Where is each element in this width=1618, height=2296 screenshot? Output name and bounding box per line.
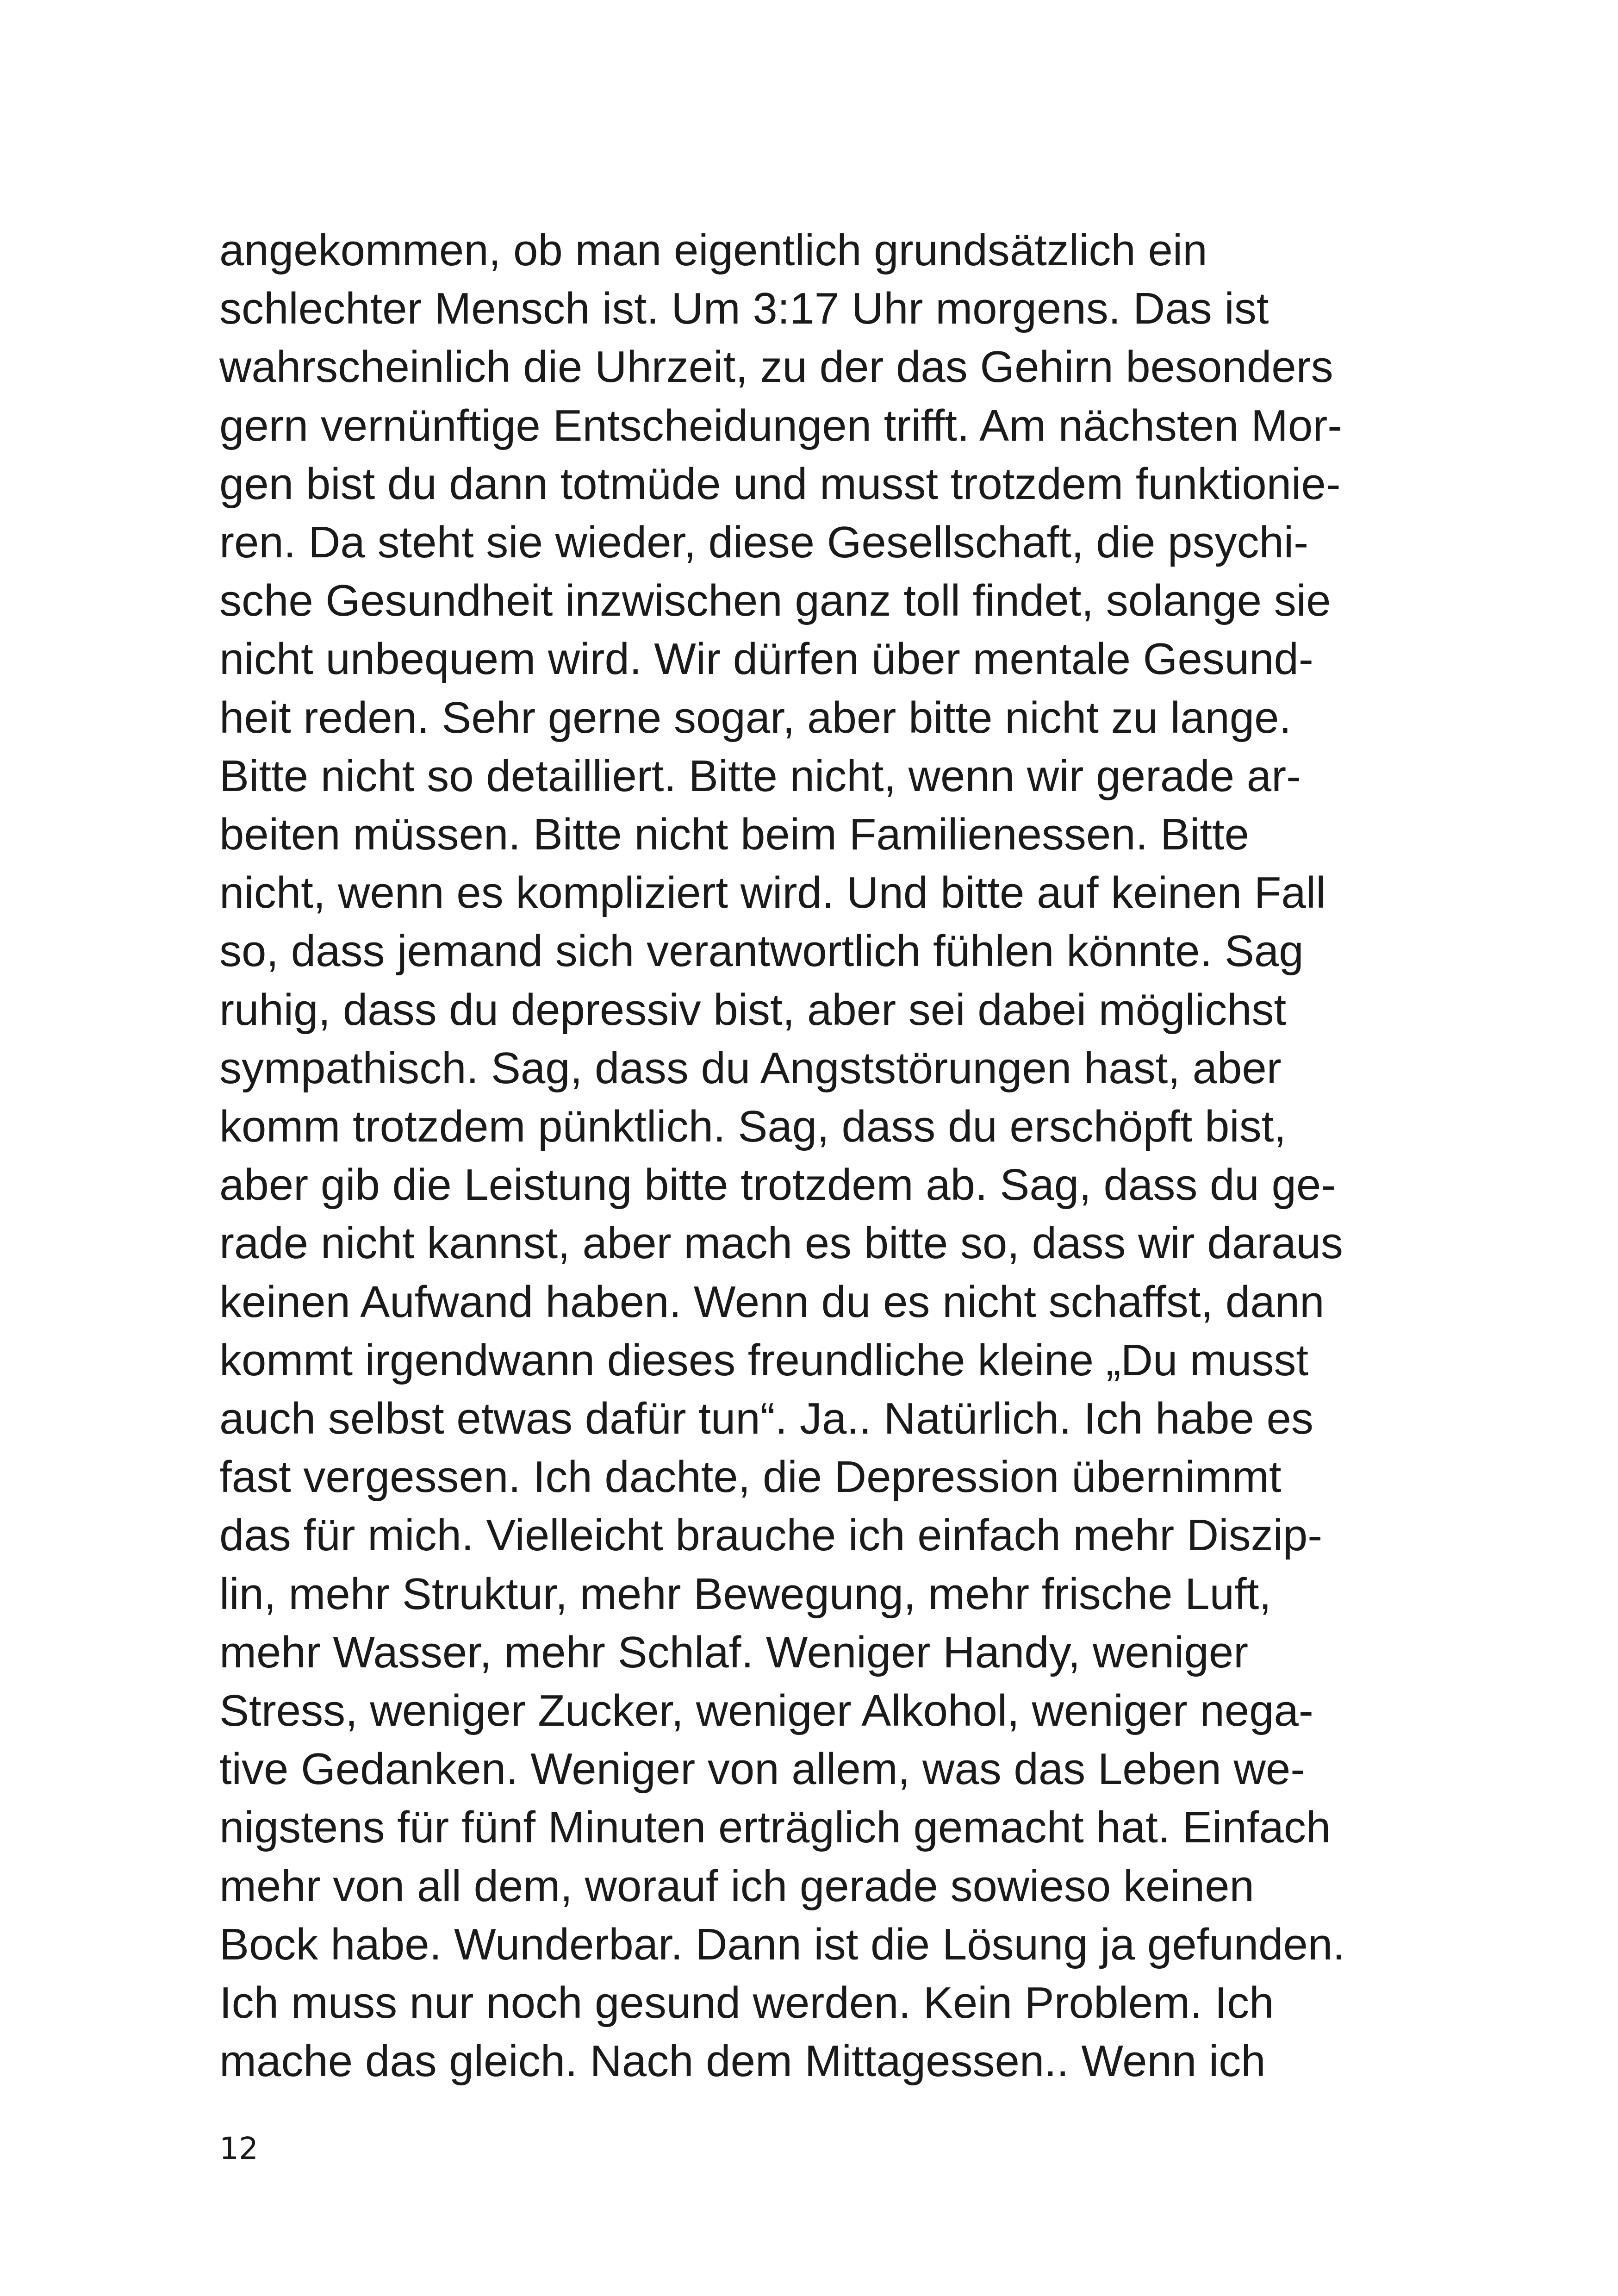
text-line: so, dass jemand sich verantwortlich fühlen könnte. Sag	[219, 926, 1304, 976]
page-number: 12	[219, 2131, 258, 2166]
text-line: ruhig, dass du depressiv bist, aber sei dabei möglichst	[219, 985, 1287, 1035]
text-line: schlechter Mensch ist. Um 3:17 Uhr morgens. Das ist	[219, 284, 1269, 334]
text-line: mache das gleich. Nach dem Mittagessen.. Wenn ich	[219, 2036, 1266, 2086]
body-text	[219, 221, 1404, 2091]
text-line: Bock habe. Wunderbar. Dann ist die Lösung ja gefunden.	[219, 1919, 1345, 1969]
text-line: Stress, weniger Zucker, weniger Alkohol, weniger nega-	[219, 1686, 1313, 1736]
text-line: gern vernünftige Entscheidungen trifft. Am nächsten Mor-	[219, 400, 1343, 450]
text-line: beiten müssen. Bitte nicht beim Familienessen. Bitte	[219, 810, 1250, 860]
text-line: kommt irgendwann dieses freundliche kleine „Du musst	[219, 1335, 1309, 1385]
text-line: tive Gedanken. Weniger von allem, was das Leben we-	[219, 1744, 1306, 1794]
text-line: mehr von all dem, worauf ich gerade sowieso keinen	[219, 1861, 1254, 1911]
text-line: das für mich. Vielleicht brauche ich einfach mehr Diszip-	[219, 1510, 1323, 1560]
text-line: wahrscheinlich die Uhrzeit, zu der das Gehirn besonders	[219, 342, 1333, 392]
text-line: nicht unbequem wird. Wir dürfen über mentale Gesund-	[219, 634, 1313, 684]
text-line: rade nicht kannst, aber mach es bitte so, dass wir daraus	[219, 1218, 1343, 1268]
text-line: Ich muss nur noch gesund werden. Kein Problem. Ich	[219, 1978, 1274, 2028]
text-line: auch selbst etwas dafür tun“. Ja.. Natürlich. Ich habe es	[219, 1394, 1313, 1444]
text-line: gen bist du dann totmüde und musst trotzdem funktionie-	[219, 459, 1341, 509]
text-line: fast vergessen. Ich dachte, die Depression übernimmt	[219, 1452, 1282, 1502]
text-line: komm trotzdem pünktlich. Sag, dass du erschöpft bist,	[219, 1102, 1287, 1152]
text-line: aber gib die Leistung bitte trotzdem ab. Sag, dass du ge-	[219, 1160, 1336, 1210]
text-line: angekommen, ob man eigentlich grundsätzlich ein	[219, 225, 1207, 275]
text-line: nicht, wenn es kompliziert wird. Und bitte auf keinen Fall	[219, 868, 1326, 918]
text-line: ren. Da steht sie wieder, diese Gesellschaft, die psychi-	[219, 518, 1309, 568]
text-line: sympathisch. Sag, dass du Angststörungen hast, aber	[219, 1043, 1282, 1093]
text-line: mehr Wasser, mehr Schlaf. Weniger Handy, weniger	[219, 1627, 1249, 1677]
text-line: sche Gesundheit inzwischen ganz toll findet, solange sie	[219, 576, 1331, 626]
text-line: heit reden. Sehr gerne sogar, aber bitte nicht zu lange.	[219, 693, 1292, 742]
text-line: keinen Aufwand haben. Wenn du es nicht schaffst, dann	[219, 1277, 1325, 1327]
text-line: nigstens für fünf Minuten erträglich gemacht hat. Einfach	[219, 1803, 1331, 1853]
text-line: lin, mehr Struktur, mehr Bewegung, mehr frische Luft,	[219, 1569, 1271, 1619]
text-line: Bitte nicht so detailliert. Bitte nicht, wenn wir gerade ar-	[219, 751, 1301, 801]
